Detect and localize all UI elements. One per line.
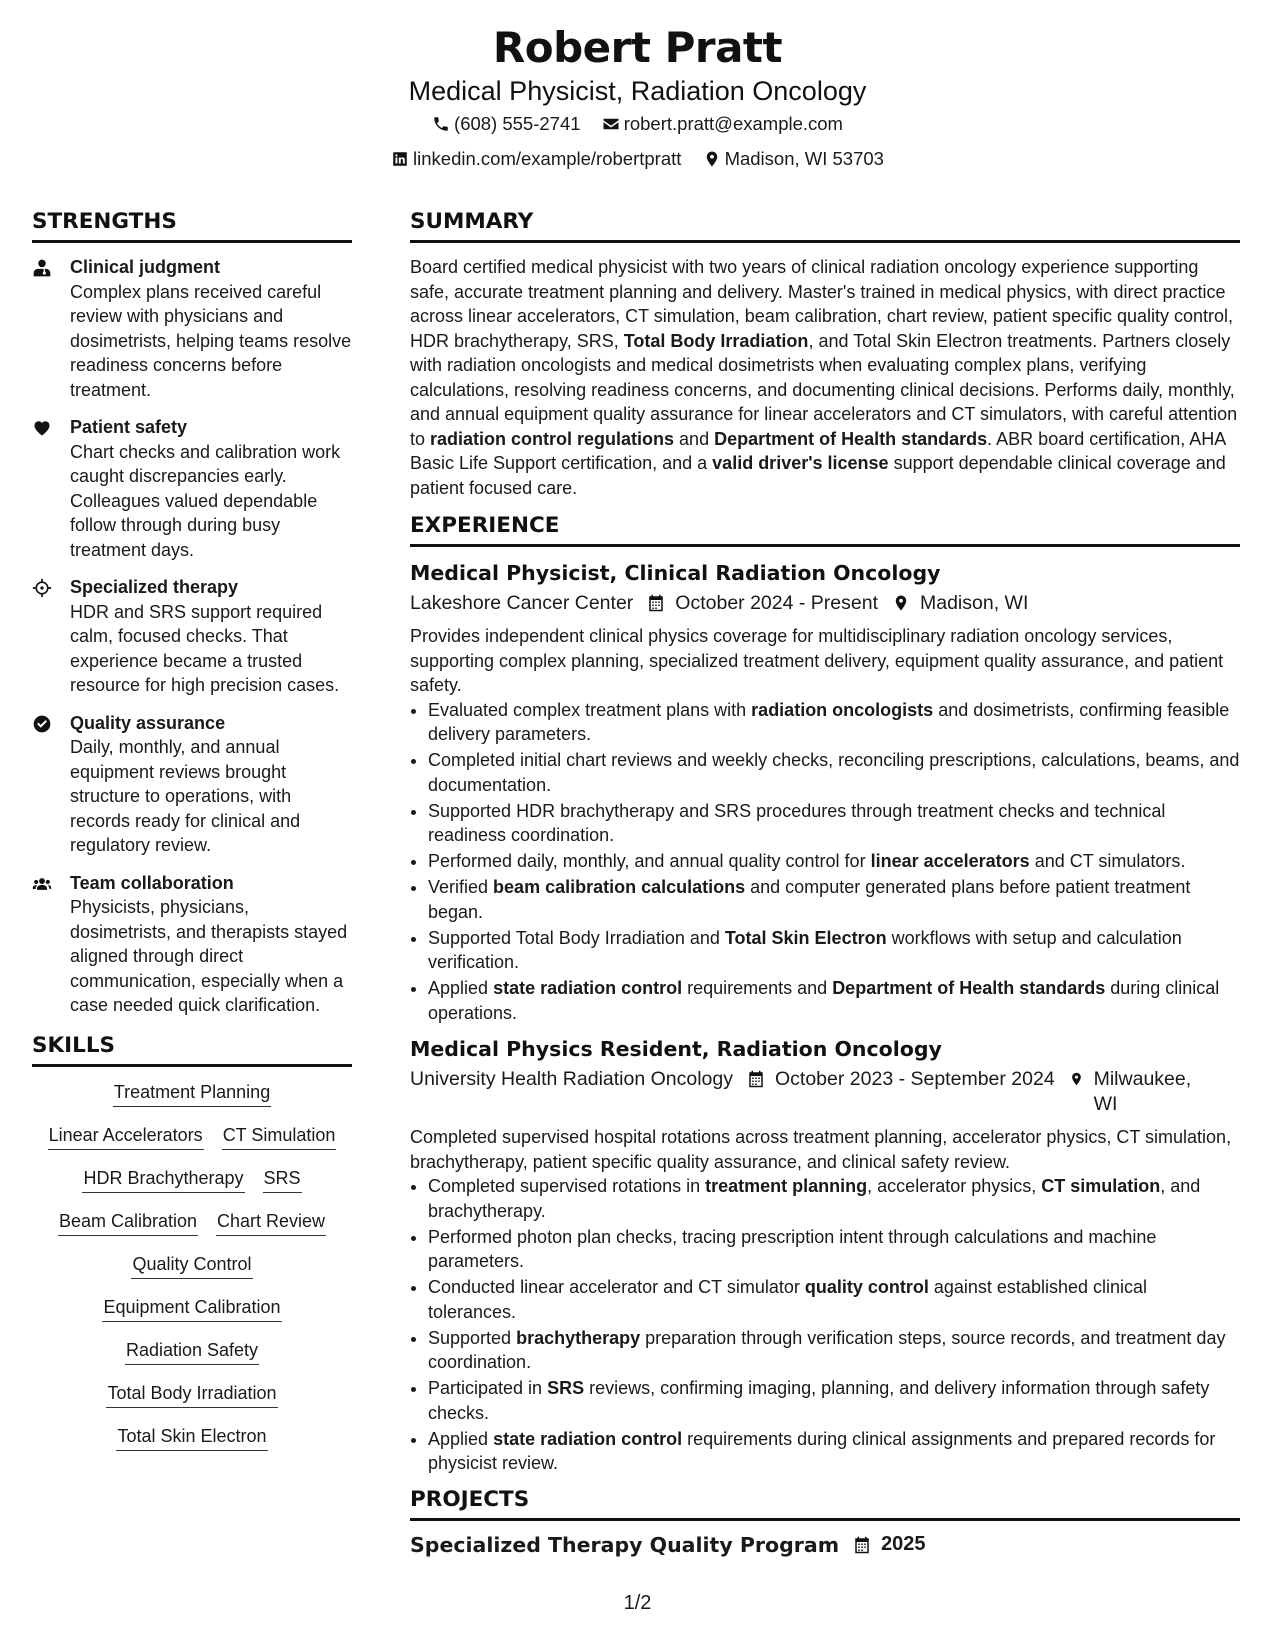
text-run: Applied bbox=[428, 1428, 494, 1449]
strength-item bbox=[32, 415, 352, 562]
projects-list bbox=[410, 1533, 1240, 1557]
skill-row bbox=[32, 1251, 352, 1279]
text-run: , and Total Skin Electron treatments. Partners closely with radiation oncologists and medical dosimetrists when evaluating complex plans, verifying calculations, resolving readiness concerns, and documenting clinical decisions. Performs daily, monthly, and annual equipment quality assurance for linear accelerators and CT simulators, with careful attention to bbox=[410, 330, 1238, 449]
text-run: workflows with setup and calculation verification. bbox=[428, 927, 1182, 972]
job-entry bbox=[410, 559, 1240, 1025]
email-link[interactable]: robert.pratt@example.com bbox=[623, 113, 843, 134]
strength-title: Team collaboration bbox=[70, 872, 234, 893]
text-run: Supported HDR brachytherapy and SRS procedures through treatment checks and technical readiness coordination. bbox=[428, 800, 1166, 845]
text-run: Conducted linear accelerator and CT simulator bbox=[428, 1277, 805, 1297]
linkedin-link[interactable]: linkedin.com/example/robertpratt bbox=[413, 148, 682, 169]
job-location-text: Milwaukee, WI bbox=[1093, 1068, 1192, 1115]
skill-tag: Total Body Irradiation bbox=[106, 1380, 277, 1408]
phone-text: (608) 555-2741 bbox=[454, 113, 581, 134]
job-bullet bbox=[428, 875, 1240, 924]
bold-text: Department of Health standards bbox=[714, 428, 988, 449]
job-bullet bbox=[428, 698, 1240, 747]
skill-tag: Chart Review bbox=[216, 1208, 326, 1236]
candidate-title: Medical Physicist, Radiation Oncology bbox=[408, 76, 867, 106]
skill-tag: Linear Accelerators bbox=[48, 1122, 204, 1150]
bold-text: beam calibration calculations bbox=[493, 877, 746, 897]
job-bullet bbox=[428, 748, 1240, 797]
experience-list bbox=[410, 559, 1240, 1476]
job-bullets bbox=[410, 698, 1240, 1026]
text-run: , and brachytherapy. bbox=[428, 1176, 1201, 1221]
bold-text: radiation control regulations bbox=[430, 428, 675, 449]
text-run: Completed supervised rotations in bbox=[428, 1176, 706, 1196]
projects-heading: PROJECTS bbox=[410, 1486, 1240, 1521]
strength-desc: Physicists, physicians, dosimetrists, and therapists stayed aligned through direct communication, especially when a case needed quick clarification. bbox=[70, 897, 348, 1015]
job-description: Provides independent clinical physics coverage for multidisciplinary radiation oncology services, supporting complex planning, specialized treatment delivery, equipment quality assurance, and patient safety. bbox=[410, 626, 1224, 695]
job-bullet bbox=[428, 1225, 1240, 1274]
contact-phone bbox=[432, 108, 581, 140]
text-run: requirements during clinical assignments and prepared records for physicist review. bbox=[428, 1428, 1216, 1473]
left-column bbox=[32, 208, 352, 1466]
map-marker-icon bbox=[1069, 1069, 1084, 1089]
job-location bbox=[1069, 1067, 1199, 1117]
text-run: Verified bbox=[428, 877, 494, 897]
skill-tag: Treatment Planning bbox=[113, 1079, 271, 1107]
strength-icon-wrap bbox=[32, 871, 70, 1018]
map-marker-icon bbox=[892, 593, 910, 613]
job-bullet bbox=[428, 1275, 1240, 1324]
text-run: requirements and bbox=[682, 978, 833, 998]
skill-tag: Beam Calibration bbox=[58, 1208, 198, 1236]
phone-icon bbox=[432, 115, 450, 133]
bold-text: valid driver's license bbox=[712, 453, 889, 473]
text-run: . ABR board certification, AHA Basic Life Support certification, and a bbox=[410, 428, 1226, 473]
bold-text: linear accelerators bbox=[870, 851, 1030, 871]
skill-row bbox=[32, 1294, 352, 1322]
bold-text: radiation oncologists bbox=[751, 699, 934, 720]
bold-text: Department of Health standards bbox=[832, 978, 1106, 998]
text-run: preparation through verification steps, source records, and treatment day coordination. bbox=[428, 1327, 1226, 1372]
text-run: reviews, confirming imaging, planning, and delivery information through safety checks. bbox=[428, 1378, 1210, 1423]
job-entry bbox=[410, 1035, 1240, 1476]
bold-text: quality control bbox=[804, 1277, 929, 1297]
job-bullet bbox=[428, 799, 1240, 848]
job-org-text: University Health Radiation Oncology bbox=[410, 1068, 733, 1090]
text-run: and bbox=[674, 428, 715, 449]
strength-title: Quality assurance bbox=[70, 712, 226, 733]
strength-icon-wrap bbox=[32, 415, 70, 562]
calendar-icon bbox=[647, 593, 665, 613]
strength-body bbox=[70, 871, 352, 1018]
strength-icon-wrap bbox=[32, 255, 70, 402]
strength-item bbox=[32, 711, 352, 858]
envelope-icon bbox=[602, 115, 620, 133]
job-bullet bbox=[428, 926, 1240, 975]
text-run: Board certified medical physicist with two years of clinical radiation oncology experience supporting safe, accurate treatment planning and delivery. Master's trained in medical physics, with direct practice across linear accelerators, CT simulation, beam calibration, chart review, patient specific quality control, HDR brachytherapy, SRS, bbox=[410, 257, 1234, 351]
bold-text: SRS bbox=[547, 1378, 585, 1398]
job-dates bbox=[647, 591, 878, 616]
check-circle-icon bbox=[32, 714, 52, 734]
job-description: Completed supervised hospital rotations across treatment planning, accelerator physics, CT simulation, brachytherapy, patient specific quality assurance, and clinical safety review. bbox=[410, 1127, 1232, 1172]
crosshairs-icon bbox=[32, 578, 52, 598]
bold-text: state radiation control bbox=[493, 978, 683, 998]
job-org bbox=[410, 1067, 733, 1092]
summary-text bbox=[410, 255, 1240, 500]
skill-tag: Equipment Calibration bbox=[102, 1294, 281, 1322]
job-meta bbox=[410, 591, 1240, 616]
job-bullet bbox=[428, 1326, 1240, 1375]
skill-row bbox=[32, 1165, 352, 1193]
text-run: Evaluated complex treatment plans with bbox=[428, 699, 752, 720]
job-bullet bbox=[428, 1427, 1240, 1476]
strength-desc: HDR and SRS support required calm, focused checks. That experience became a trusted resource for high precision cases. bbox=[70, 601, 340, 695]
job-org-text: Lakeshore Cancer Center bbox=[410, 592, 634, 614]
strength-body bbox=[70, 255, 352, 402]
job-bullets bbox=[410, 1174, 1240, 1476]
text-run: during clinical operations. bbox=[428, 978, 1220, 1023]
calendar-icon bbox=[853, 1535, 871, 1555]
text-run: support dependable clinical coverage and patient focused care. bbox=[410, 453, 1226, 498]
bold-text: brachytherapy bbox=[516, 1327, 641, 1348]
text-run: Completed initial chart reviews and weekly checks, reconciling prescriptions, calculations, beams, and documentation. bbox=[428, 750, 1240, 795]
job-dates bbox=[747, 1067, 1055, 1092]
skill-row bbox=[32, 1122, 352, 1150]
text-run: against established clinical tolerances. bbox=[428, 1277, 1148, 1322]
strength-item bbox=[32, 575, 352, 698]
project-entry bbox=[410, 1533, 1240, 1557]
project-year: 2025 bbox=[881, 1533, 926, 1555]
linkedin-icon bbox=[391, 150, 409, 168]
page-number: 1/2 bbox=[623, 1592, 652, 1614]
bold-text: CT simulation bbox=[1041, 1176, 1161, 1196]
text-run: Performed daily, monthly, and annual quality control for bbox=[428, 851, 871, 871]
strengths-heading: STRENGTHS bbox=[32, 208, 352, 243]
text-run: Supported bbox=[428, 1327, 517, 1348]
candidate-name: Robert Pratt bbox=[492, 23, 783, 72]
strength-desc: Chart checks and calibration work caught discrepancies early. Colleagues valued dependable follow through during busy treatment days. bbox=[70, 441, 341, 560]
job-title: Medical Physicist, Clinical Radiation Oncology bbox=[410, 561, 941, 585]
strength-icon-wrap bbox=[32, 575, 70, 698]
strength-body bbox=[70, 575, 352, 698]
skill-tag: Total Skin Electron bbox=[116, 1423, 267, 1451]
skills-heading: SKILLS bbox=[32, 1032, 352, 1067]
bold-text: state radiation control bbox=[493, 1428, 683, 1449]
job-location bbox=[892, 591, 1028, 616]
strength-title: Patient safety bbox=[70, 417, 188, 437]
right-column bbox=[410, 208, 1240, 1557]
contact-email[interactable] bbox=[602, 108, 843, 140]
job-bullet bbox=[428, 849, 1240, 874]
text-run: Participated in bbox=[428, 1378, 548, 1398]
text-run: Performed photon plan checks, tracing prescription intent through calculations and machine parameters. bbox=[428, 1226, 1157, 1271]
contact-line-2 bbox=[0, 143, 1275, 178]
skill-tag: CT Simulation bbox=[222, 1122, 337, 1150]
strength-icon-wrap bbox=[32, 711, 70, 858]
strength-item bbox=[32, 871, 352, 1018]
job-dates-text: October 2024 - Present bbox=[675, 592, 878, 614]
skill-tag: Radiation Safety bbox=[125, 1337, 259, 1365]
strength-title: Specialized therapy bbox=[70, 577, 239, 597]
skill-tag: HDR Brachytherapy bbox=[82, 1165, 244, 1193]
job-bullet bbox=[428, 976, 1240, 1025]
strength-desc: Daily, monthly, and annual equipment reviews brought structure to operations, with records ready for clinical and regulatory review. bbox=[70, 737, 301, 855]
skill-row bbox=[32, 1079, 352, 1107]
job-org bbox=[410, 591, 633, 616]
heart-icon bbox=[32, 418, 52, 438]
strength-body bbox=[70, 415, 352, 562]
skill-row bbox=[32, 1337, 352, 1365]
strength-item bbox=[32, 255, 352, 402]
text-run: Supported Total Body Irradiation and bbox=[428, 927, 725, 948]
text-run: and CT simulators. bbox=[1029, 851, 1186, 871]
job-title: Medical Physics Resident, Radiation Oncology bbox=[410, 1037, 942, 1061]
user-doctor-icon bbox=[32, 258, 52, 278]
strength-title: Clinical judgment bbox=[70, 257, 221, 277]
job-bullet bbox=[428, 1376, 1240, 1425]
skill-tag: SRS bbox=[263, 1165, 302, 1193]
job-meta bbox=[410, 1067, 1240, 1117]
project-title: Specialized Therapy Quality Program bbox=[410, 1532, 840, 1557]
strength-desc: Complex plans received careful review with physicians and dosimetrists, helping teams resolve readiness concerns before treatment. bbox=[70, 281, 352, 400]
calendar-icon bbox=[747, 1069, 765, 1089]
job-bullet bbox=[428, 1174, 1240, 1223]
skill-row bbox=[32, 1423, 352, 1451]
bold-text: treatment planning bbox=[705, 1176, 868, 1196]
strengths-list bbox=[32, 255, 352, 1018]
skill-tag: Quality Control bbox=[131, 1251, 252, 1279]
experience-heading: EXPERIENCE bbox=[410, 512, 1240, 547]
skill-row bbox=[32, 1380, 352, 1408]
location-text: Madison, WI 53703 bbox=[724, 148, 884, 169]
strength-body bbox=[70, 711, 352, 858]
contact-line-1 bbox=[0, 108, 1275, 143]
bold-text: Total Body Irradiation bbox=[623, 330, 809, 351]
map-marker-icon bbox=[703, 150, 721, 168]
text-run: and computer generated plans before patient treatment began. bbox=[428, 877, 1191, 922]
summary-heading: SUMMARY bbox=[410, 208, 1240, 243]
contact-linkedin[interactable] bbox=[391, 143, 681, 175]
text-run: and dosimetrists, confirming feasible delivery parameters. bbox=[428, 699, 1230, 744]
text-run: Applied bbox=[428, 978, 494, 998]
bold-text: Total Skin Electron bbox=[724, 927, 887, 948]
job-dates-text: October 2023 - September 2024 bbox=[775, 1068, 1055, 1090]
contact-location bbox=[703, 143, 884, 175]
skill-row bbox=[32, 1208, 352, 1236]
job-location-text: Madison, WI bbox=[920, 592, 1029, 614]
users-icon bbox=[32, 874, 52, 894]
resume-header bbox=[0, 22, 1275, 178]
text-run: , accelerator physics, bbox=[867, 1176, 1042, 1196]
skills-list bbox=[32, 1079, 352, 1451]
